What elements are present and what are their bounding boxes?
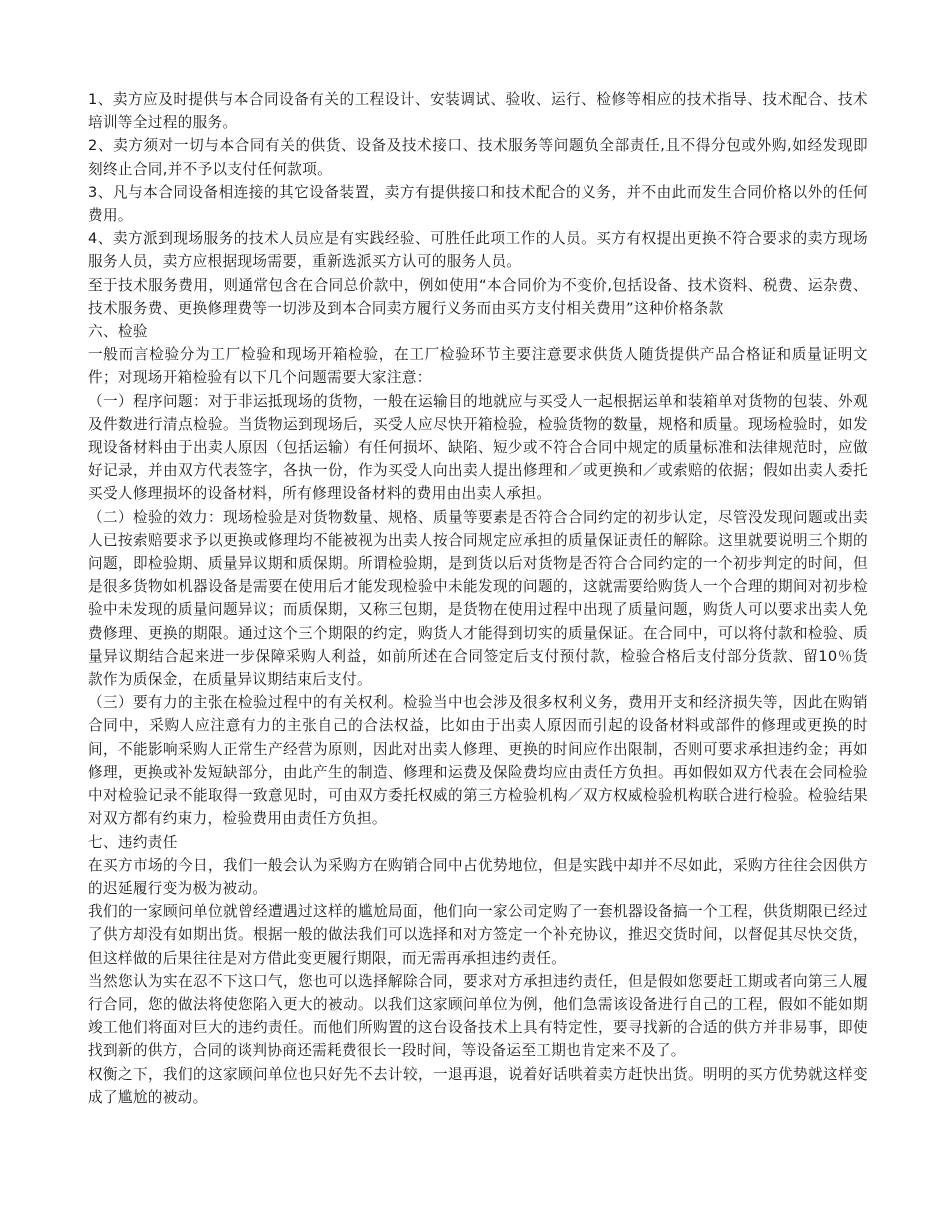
buyer-market-paragraph: 在买方市场的今日，我们一般会认为采购方在购销合同中占优势地位，但是实践中却并不尽如此，采购方往往会因供方的迟延履行变为极为被动。 xyxy=(88,856,868,897)
inspection-effect-paragraph: （二）检验的效力：现场检验是对货物数量、规格、质量等要素是否符合合同约定的初步认定，尽管没发现问题或出卖人已按索赔要求予以更换或修理均不能被视为出卖人按合同规定应承担的质量保证责任的解除。这里就要说明三个期的问题，即检验期、质量异议期和质保期。所谓检验期，是到货以后对货物是否符合合同约定的一个初步判定的时间，但是很多货物如机器设备是需要在使用后才能发现检验中未能发现的问题的，这就需要给购货人一个合理的期间对初步检验中未发现的质量问题异议；而质保期，又称三包期，是货物在使用过程中出现了质量问题，购货人可以要求出卖人免费修理、更换的期限。通过这个三个期限的约定，购货人才能得到切实的质量保证。在合同中，可以将付款和检验、质量异议期结合起来进一步保障采购人利益，如前所述在合同签定后支付预付款，检验合格后支付部分货款、留10％货款作为质保金，在质量异议期结束后支付。 xyxy=(88,508,868,689)
clause-2-paragraph: 2、卖方须对一切与本合同有关的供货、设备及技术接口、技术服务等问题负全部责任,且不得分包或外购,如经发现即刻终止合同,并不予以支付任何款项。 xyxy=(88,137,868,178)
clause-1-paragraph: 1、卖方应及时提供与本合同设备有关的工程设计、安装调试、验收、运行、检修等相应的技术指导、技术配合、技术培训等全过程的服务。 xyxy=(88,91,868,132)
conclusion-paragraph: 权衡之下，我们的这家顾问单位也只好先不去计较，一退再退，说着好话哄着卖方赶快出货。明明的买方优势就这样变成了尴尬的被动。 xyxy=(88,1065,868,1106)
procedure-paragraph: （一）程序问题：对于非运抵现场的货物，一般在运输目的地就应与买受人一起根据运单和装箱单对货物的包装、外观及件数进行清点检验。当货物运到现场后，买受人应尽快开箱检验，检验货物的数量，规格和质量。现场检验时，如发现设备材料由于出卖人原因（包括运输）有任何损坏、缺陷、短少或不符合合同中规定的质量标准和法律规范时，应做好记录，并由双方代表签字，各执一份，作为买受人向出卖人提出修理和／或更换和／或索赔的依据；假如出卖人委托买受人修理损坏的设备材料，所有修理设备材料的费用由出卖人承担。 xyxy=(88,392,868,503)
service-fee-paragraph: 至于技术服务费用，则通常包含在合同总价款中，例如使用“本合同价为不变价,包括设备、技术资料、税费、运杂费、技术服务费、更换修理费等一切涉及到本合同卖方履行义务而由买方支付相关费用”这种价格条款 xyxy=(88,276,868,317)
inspection-intro-paragraph: 一般而言检验分为工厂检验和现场开箱检验，在工厂检验环节主要注意要求供货人随货提供产品合格证和质量证明文件；对现场开箱检验有以下几个问题需要大家注意： xyxy=(88,346,868,387)
clause-3-paragraph: 3、凡与本合同设备相连接的其它设备装置，卖方有提供接口和技术配合的义务，并不由此而发生合同价格以外的任何费用。 xyxy=(88,183,868,225)
section-heading-liability: 七、违约责任 xyxy=(88,833,178,851)
termination-paragraph: 当然您认为实在忍不下这口气，您也可以选择解除合同，要求对方承担违约责任，但是假如您要赶工期或者向第三人履行合同，您的做法将使您陷入更大的被动。以我们这家顾问单位为例，他们急需该设备进行自己的工程，假如不能如期竣工他们将面对巨大的违约责任。而他们所购置的这台设备技术上具有特定性，要寻找新的合适的供方并非易事，即使找到新的供方，合同的谈判协商还需耗费很长一段时间，等设备运至工期也肯定来不及了。 xyxy=(88,972,868,1060)
section-heading-inspection: 六、检验 xyxy=(88,323,148,341)
rights-paragraph: （三）要有力的主张在检验过程中的有关权利。检验当中也会涉及很多权利义务，费用开支和经济损失等，因此在购销合同中，采购人应注意有力的主张自己的合法权益，比如由于出卖人原因而引起的设备材料或部件的修理或更换的时间，不能影响采购人正常生产经营为原则，因此对出卖人修理、更换的时间应作出限制，否则可要求承担违约金；再如修理，更换或补发短缺部分，由此产生的制造、修理和运费及保险费均应由责任方负担。再如假如双方代表在会同检验中对检验记录不能取得一致意见时，可由双方委托权威的第三方检验机构／双方权威检验机构联合进行检验。检验结果对双方都有约束力，检验费用由责任方负担。 xyxy=(88,694,868,828)
document-body xyxy=(88,88,868,1109)
client-case-paragraph: 我们的一家顾问单位就曾经遭遇过这样的尴尬局面，他们向一家公司定购了一套机器设备搞一个工程，供货期限已经过了供方却没有如期出货。根据一般的做法我们可以选择和对方签定一个补充协议，推迟交货时间，以督促其尽快交货，但这样做的后果往往是对方借此变更履行期限，而无需再承担违约责任。 xyxy=(88,903,868,967)
clause-4-paragraph: 4、卖方派到现场服务的技术人员应是有实践经验、可胜任此项工作的人员。买方有权提出更换不符合要求的卖方现场服务人员，卖方应根据现场需要，重新选派买方认可的服务人员。 xyxy=(88,230,868,271)
